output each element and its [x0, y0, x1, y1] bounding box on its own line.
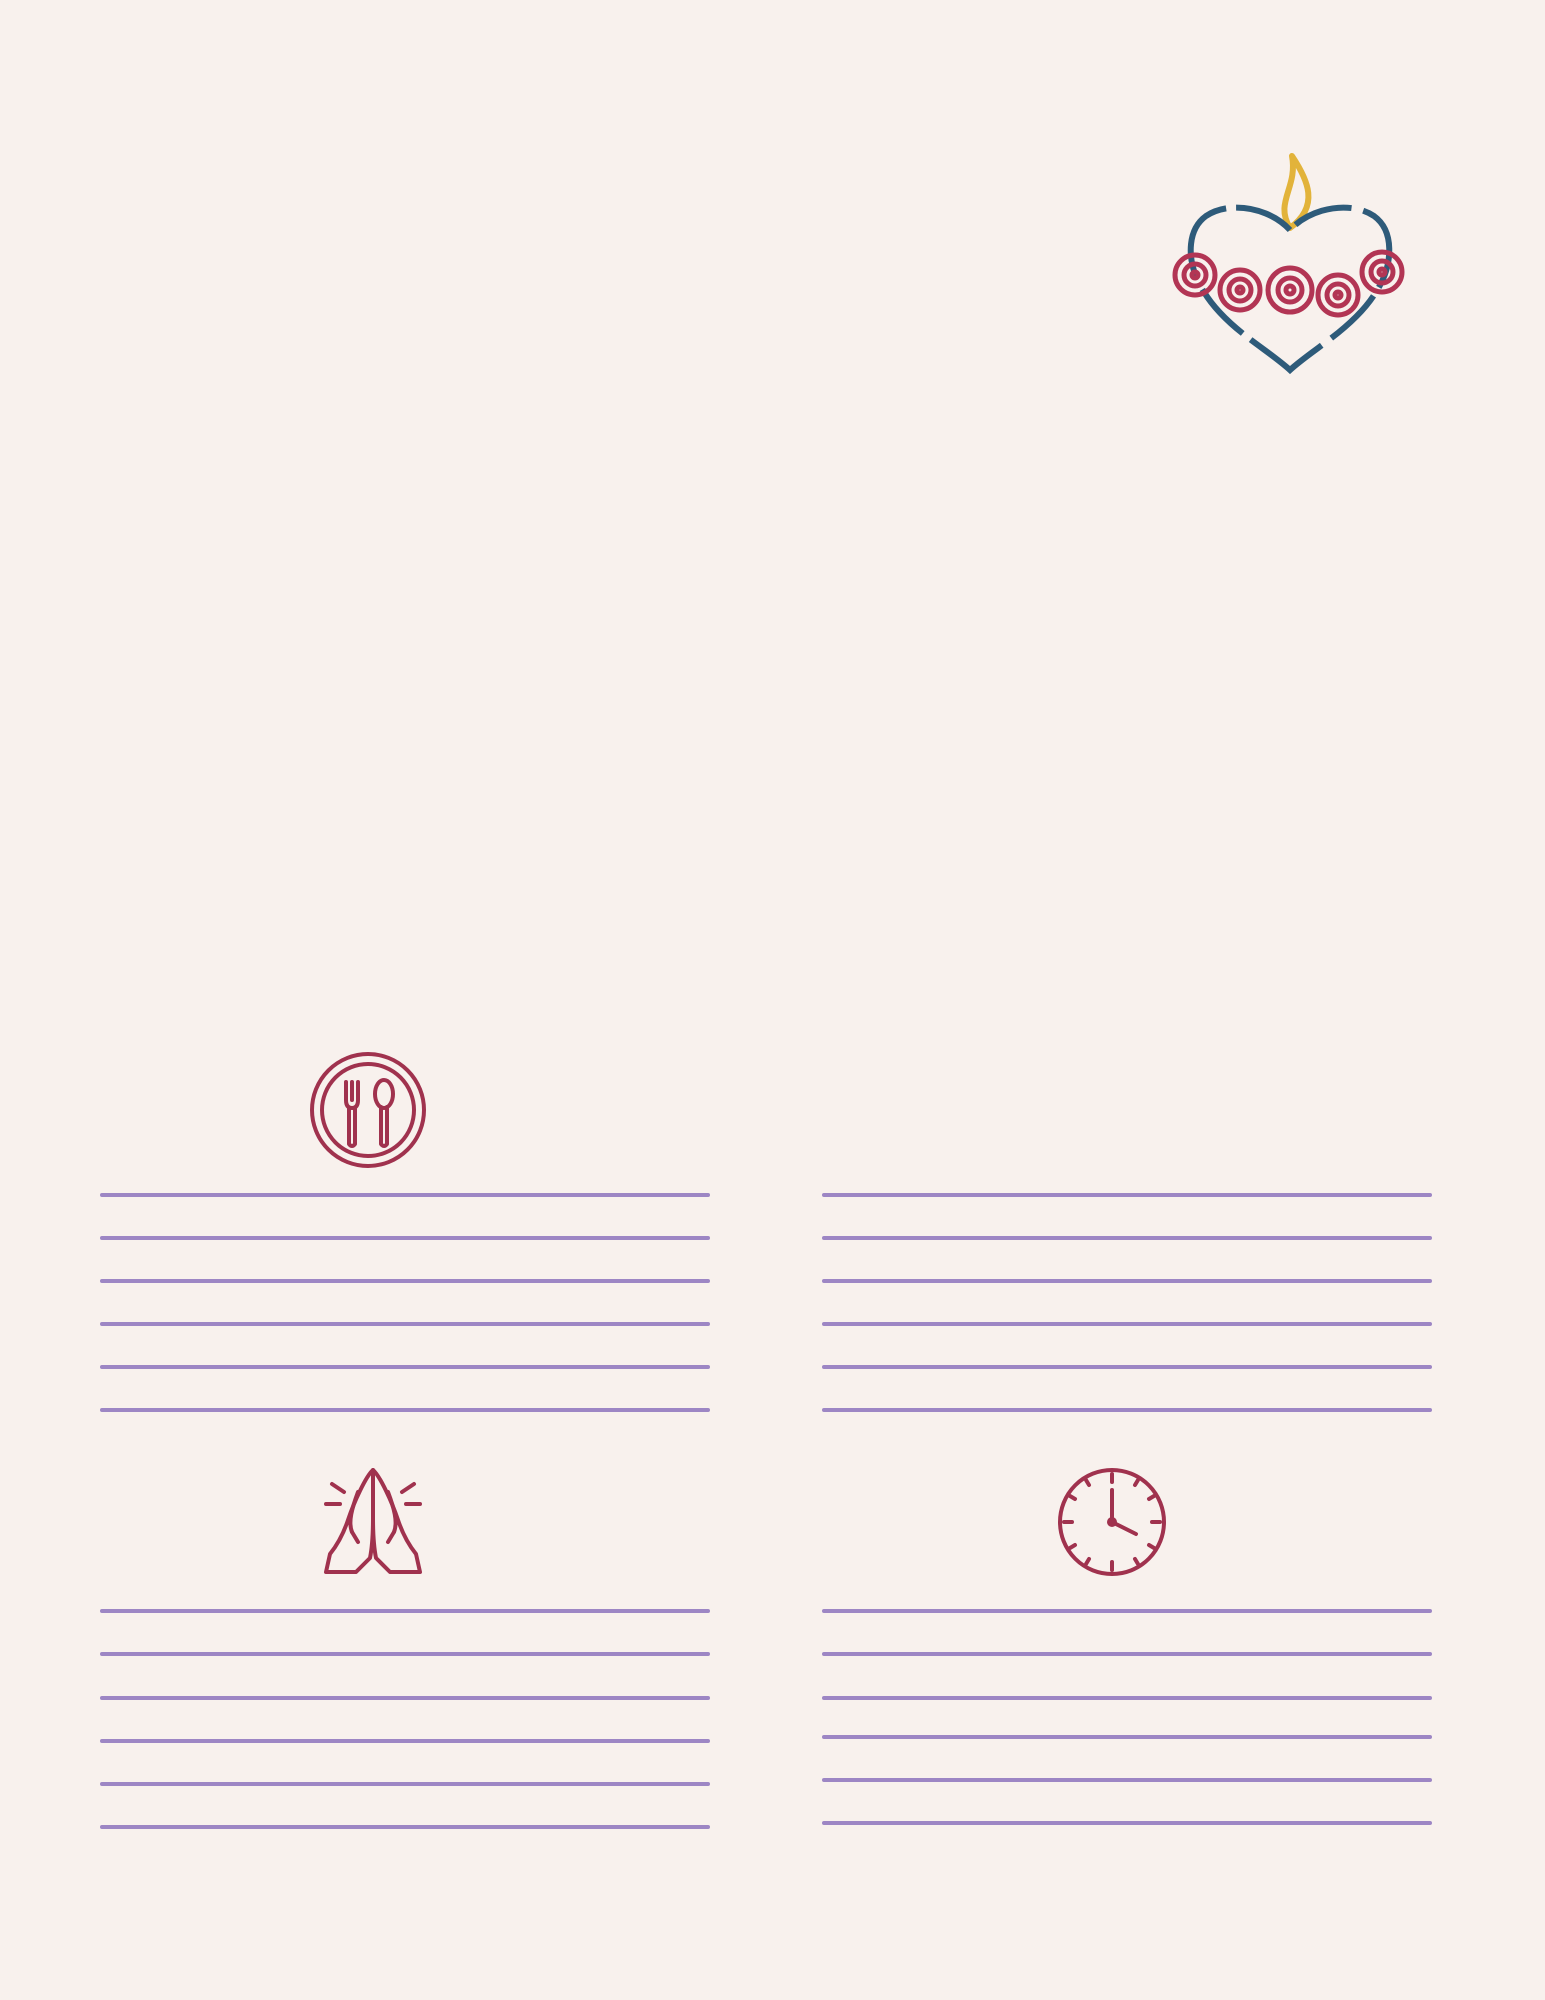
writing-line[interactable]	[100, 1322, 710, 1326]
yoga-stretch-icon	[1018, 1050, 1128, 1175]
writing-line[interactable]	[100, 1739, 710, 1743]
writing-line[interactable]	[100, 1652, 710, 1656]
writing-line[interactable]	[100, 1236, 710, 1240]
writing-line[interactable]	[822, 1193, 1432, 1197]
writing-line[interactable]	[100, 1193, 710, 1197]
writing-line[interactable]	[822, 1821, 1432, 1825]
writing-line[interactable]	[822, 1322, 1432, 1326]
writing-line[interactable]	[822, 1408, 1432, 1412]
writing-line[interactable]	[100, 1279, 710, 1283]
plate-fork-spoon-icon	[308, 1050, 428, 1170]
clock-icon	[1056, 1466, 1168, 1578]
writing-line[interactable]	[822, 1236, 1432, 1240]
writing-line[interactable]	[822, 1735, 1432, 1739]
immaculate-heart-icon	[1170, 150, 1410, 380]
writing-line[interactable]	[822, 1696, 1432, 1700]
praying-hands-icon	[318, 1462, 428, 1577]
writing-line[interactable]	[822, 1279, 1432, 1283]
writing-line[interactable]	[100, 1782, 710, 1786]
writing-line[interactable]	[822, 1652, 1432, 1656]
writing-line[interactable]	[822, 1609, 1432, 1613]
writing-line[interactable]	[100, 1365, 710, 1369]
writing-line[interactable]	[100, 1609, 710, 1613]
writing-line[interactable]	[822, 1365, 1432, 1369]
writing-line[interactable]	[822, 1778, 1432, 1782]
writing-line[interactable]	[100, 1696, 710, 1700]
writing-line[interactable]	[100, 1825, 710, 1829]
writing-line[interactable]	[100, 1408, 710, 1412]
